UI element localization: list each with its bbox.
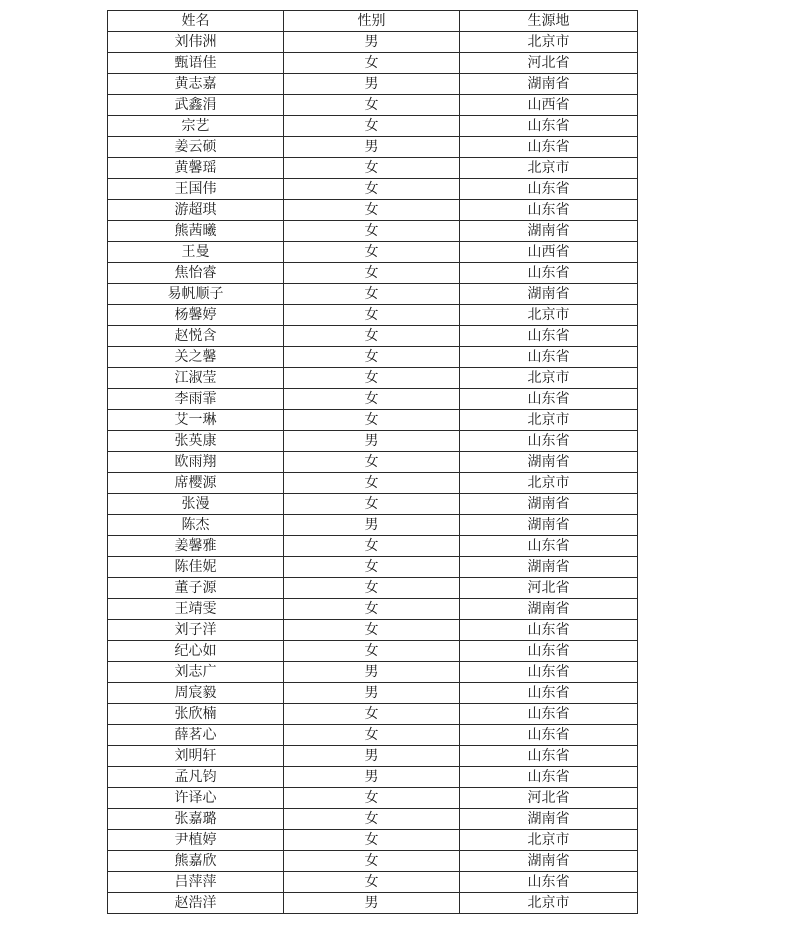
cell-origin: 山东省 [460, 746, 638, 767]
cell-name: 周宸毅 [108, 683, 284, 704]
cell-name: 尹植婷 [108, 830, 284, 851]
cell-name: 焦怡睿 [108, 263, 284, 284]
table-row [108, 368, 638, 389]
table-row [108, 578, 638, 599]
cell-gender: 女 [284, 95, 460, 116]
cell-name: 杨馨婷 [108, 305, 284, 326]
cell-gender: 女 [284, 410, 460, 431]
cell-name: 熊嘉欣 [108, 851, 284, 872]
table-row [108, 641, 638, 662]
cell-gender: 男 [284, 32, 460, 53]
cell-name: 刘明轩 [108, 746, 284, 767]
cell-origin: 北京市 [460, 305, 638, 326]
cell-name: 游超琪 [108, 200, 284, 221]
cell-name: 黄馨瑶 [108, 158, 284, 179]
table-row [108, 284, 638, 305]
cell-name: 陈佳妮 [108, 557, 284, 578]
cell-name: 武鑫涓 [108, 95, 284, 116]
cell-gender: 女 [284, 536, 460, 557]
table-row [108, 158, 638, 179]
table-row [108, 179, 638, 200]
cell-name: 赵悦含 [108, 326, 284, 347]
cell-gender: 女 [284, 263, 460, 284]
cell-gender: 男 [284, 746, 460, 767]
cell-origin: 山东省 [460, 431, 638, 452]
cell-gender: 女 [284, 830, 460, 851]
cell-name: 姜馨雅 [108, 536, 284, 557]
cell-name: 张嘉璐 [108, 809, 284, 830]
table-row [108, 53, 638, 74]
table-row [108, 95, 638, 116]
cell-origin: 山西省 [460, 242, 638, 263]
cell-origin: 湖南省 [460, 809, 638, 830]
cell-gender: 男 [284, 662, 460, 683]
table-row [108, 536, 638, 557]
cell-gender: 女 [284, 179, 460, 200]
cell-origin: 北京市 [460, 158, 638, 179]
table-row [108, 620, 638, 641]
table-row [108, 557, 638, 578]
cell-gender: 女 [284, 725, 460, 746]
cell-gender: 女 [284, 557, 460, 578]
cell-name: 姜云硕 [108, 137, 284, 158]
cell-gender: 女 [284, 389, 460, 410]
cell-origin: 山西省 [460, 95, 638, 116]
table-row [108, 32, 638, 53]
cell-origin: 山东省 [460, 116, 638, 137]
cell-name: 陈杰 [108, 515, 284, 536]
cell-gender: 男 [284, 74, 460, 95]
table-row [108, 494, 638, 515]
cell-gender: 女 [284, 347, 460, 368]
cell-gender: 女 [284, 578, 460, 599]
table-row [108, 116, 638, 137]
cell-name: 易帆顺子 [108, 284, 284, 305]
header-gender: 性别 [284, 11, 460, 32]
cell-name: 董子源 [108, 578, 284, 599]
cell-origin: 山东省 [460, 200, 638, 221]
table-row [108, 704, 638, 725]
cell-gender: 女 [284, 809, 460, 830]
cell-name: 甄语佳 [108, 53, 284, 74]
cell-origin: 北京市 [460, 32, 638, 53]
cell-name: 艾一琳 [108, 410, 284, 431]
cell-name: 许译心 [108, 788, 284, 809]
cell-gender: 女 [284, 704, 460, 725]
table-row [108, 221, 638, 242]
cell-name: 王国伟 [108, 179, 284, 200]
cell-origin: 山东省 [460, 137, 638, 158]
table-row [108, 452, 638, 473]
cell-origin: 北京市 [460, 410, 638, 431]
cell-origin: 湖南省 [460, 851, 638, 872]
table-row [108, 410, 638, 431]
table-row [108, 242, 638, 263]
table-row [108, 872, 638, 893]
table-row [108, 767, 638, 788]
table-row [108, 305, 638, 326]
cell-gender: 女 [284, 158, 460, 179]
cell-name: 黄志嘉 [108, 74, 284, 95]
cell-name: 赵浩洋 [108, 893, 284, 914]
cell-name: 王曼 [108, 242, 284, 263]
cell-gender: 女 [284, 200, 460, 221]
cell-gender: 女 [284, 242, 460, 263]
cell-name: 刘伟洲 [108, 32, 284, 53]
cell-origin: 山东省 [460, 704, 638, 725]
table-row [108, 599, 638, 620]
cell-name: 刘志广 [108, 662, 284, 683]
cell-name: 席樱源 [108, 473, 284, 494]
cell-gender: 女 [284, 326, 460, 347]
cell-name: 薛茗心 [108, 725, 284, 746]
cell-name: 张英康 [108, 431, 284, 452]
cell-name: 王靖雯 [108, 599, 284, 620]
table-row [108, 746, 638, 767]
cell-name: 吕萍萍 [108, 872, 284, 893]
cell-origin: 湖南省 [460, 74, 638, 95]
cell-origin: 山东省 [460, 683, 638, 704]
cell-name: 宗艺 [108, 116, 284, 137]
cell-origin: 山东省 [460, 536, 638, 557]
cell-name: 张欣楠 [108, 704, 284, 725]
cell-gender: 女 [284, 872, 460, 893]
header-origin: 生源地 [460, 11, 638, 32]
table-row [108, 851, 638, 872]
table-row [108, 662, 638, 683]
table-row [108, 431, 638, 452]
cell-gender: 男 [284, 893, 460, 914]
cell-origin: 河北省 [460, 788, 638, 809]
cell-gender: 男 [284, 683, 460, 704]
cell-gender: 女 [284, 284, 460, 305]
cell-origin: 山东省 [460, 347, 638, 368]
cell-origin: 湖南省 [460, 284, 638, 305]
cell-gender: 男 [284, 137, 460, 158]
cell-origin: 山东省 [460, 263, 638, 284]
cell-gender: 女 [284, 599, 460, 620]
cell-gender: 女 [284, 452, 460, 473]
cell-origin: 北京市 [460, 830, 638, 851]
cell-name: 张漫 [108, 494, 284, 515]
table-row [108, 137, 638, 158]
cell-gender: 女 [284, 305, 460, 326]
table-row [108, 347, 638, 368]
cell-origin: 山东省 [460, 389, 638, 410]
cell-gender: 男 [284, 767, 460, 788]
table-row [108, 74, 638, 95]
cell-origin: 湖南省 [460, 221, 638, 242]
cell-origin: 山东省 [460, 725, 638, 746]
cell-gender: 女 [284, 116, 460, 137]
cell-name: 欧雨翔 [108, 452, 284, 473]
table-row [108, 326, 638, 347]
table-row [108, 893, 638, 914]
cell-gender: 女 [284, 851, 460, 872]
header-name: 姓名 [108, 11, 284, 32]
cell-origin: 湖南省 [460, 515, 638, 536]
cell-origin: 河北省 [460, 53, 638, 74]
cell-origin: 北京市 [460, 893, 638, 914]
cell-origin: 湖南省 [460, 494, 638, 515]
cell-origin: 山东省 [460, 641, 638, 662]
cell-gender: 女 [284, 53, 460, 74]
cell-gender: 女 [284, 641, 460, 662]
cell-gender: 女 [284, 620, 460, 641]
cell-origin: 河北省 [460, 578, 638, 599]
table-row [108, 200, 638, 221]
cell-name: 孟凡钧 [108, 767, 284, 788]
cell-gender: 女 [284, 788, 460, 809]
cell-name: 关之馨 [108, 347, 284, 368]
header-row [108, 11, 638, 32]
table-row [108, 788, 638, 809]
cell-name: 江淑莹 [108, 368, 284, 389]
table-row [108, 830, 638, 851]
cell-gender: 女 [284, 221, 460, 242]
student-roster-table [107, 10, 638, 914]
table-row [108, 473, 638, 494]
cell-gender: 男 [284, 431, 460, 452]
table-body [108, 32, 638, 914]
cell-name: 熊茜曦 [108, 221, 284, 242]
table-row [108, 389, 638, 410]
cell-gender: 女 [284, 473, 460, 494]
table-row [108, 809, 638, 830]
table-row [108, 263, 638, 284]
cell-origin: 山东省 [460, 179, 638, 200]
cell-origin: 北京市 [460, 368, 638, 389]
cell-name: 刘子洋 [108, 620, 284, 641]
cell-name: 纪心如 [108, 641, 284, 662]
cell-name: 李雨霏 [108, 389, 284, 410]
cell-origin: 山东省 [460, 662, 638, 683]
cell-origin: 北京市 [460, 473, 638, 494]
cell-gender: 男 [284, 515, 460, 536]
cell-origin: 湖南省 [460, 599, 638, 620]
cell-origin: 山东省 [460, 767, 638, 788]
cell-gender: 女 [284, 368, 460, 389]
cell-origin: 山东省 [460, 326, 638, 347]
table-row [108, 725, 638, 746]
table-row [108, 515, 638, 536]
cell-origin: 山东省 [460, 620, 638, 641]
cell-origin: 湖南省 [460, 452, 638, 473]
cell-origin: 山东省 [460, 872, 638, 893]
cell-gender: 女 [284, 494, 460, 515]
cell-origin: 湖南省 [460, 557, 638, 578]
table-row [108, 683, 638, 704]
